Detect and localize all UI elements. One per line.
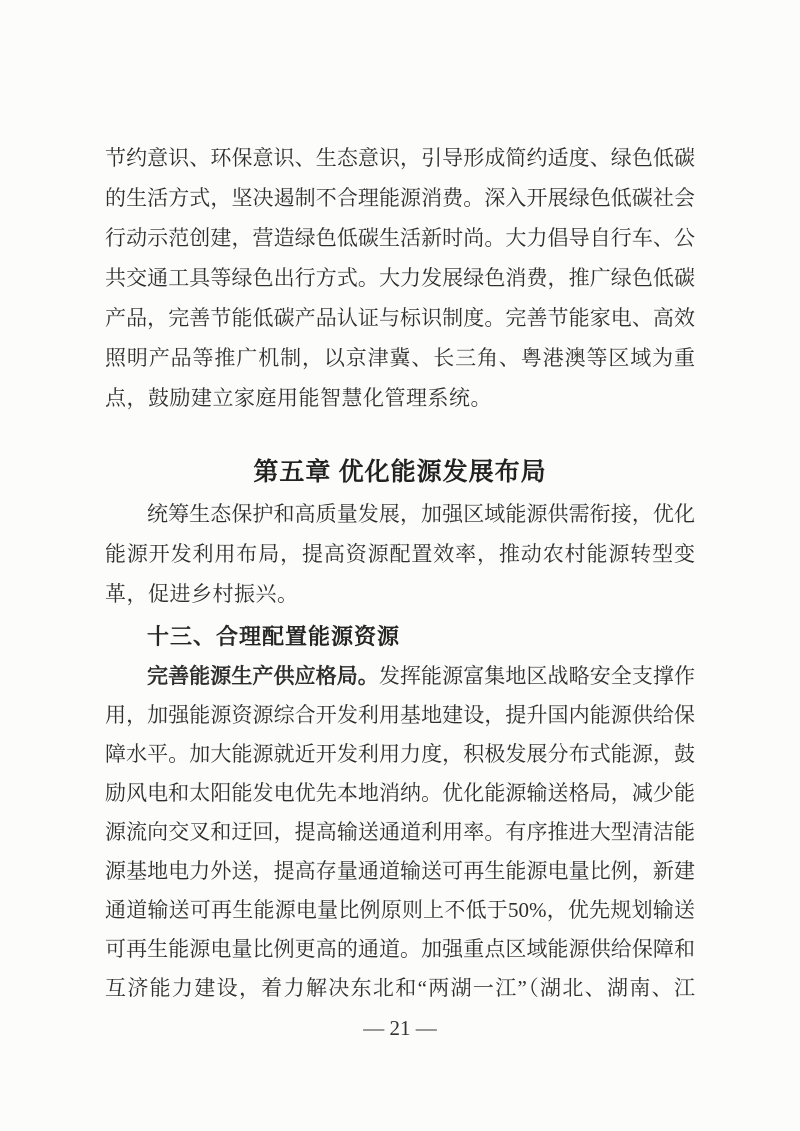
text-line: 节约意识、环保意识、生态意识，引导形成简约适度、绿色低碳 bbox=[105, 146, 695, 170]
text-line: 点，鼓励建立家庭用能智慧化管理系统。 bbox=[105, 386, 492, 410]
para-energy-supply-pattern bbox=[105, 657, 695, 1008]
text-line: 行动示范创建，营造绿色低碳生活新时尚。大力倡导自行车、公 bbox=[105, 226, 695, 250]
section-heading: 十三、合理配置能源资源 bbox=[147, 624, 401, 649]
bold-leadin: 完善能源生产供应格局。 bbox=[147, 664, 379, 688]
text-line: 励风电和太阳能发电优先本地消纳。优化能源输送格局，减少能 bbox=[105, 781, 695, 805]
text-line: 的生活方式，坚决遏制不合理能源消费。深入开展绿色低碳社会 bbox=[105, 186, 695, 210]
text-line: 用，加强能源资源综合开发利用基地建设，提升国内能源供给保 bbox=[105, 703, 695, 727]
text-line: 源流向交叉和迂回，提高输送通道利用率。有序推进大型清洁能 bbox=[105, 820, 695, 844]
chapter-heading: 第五章 优化能源发展布局 bbox=[253, 459, 547, 486]
text-line: 共交通工具等绿色出行方式。大力发展绿色消费，推广绿色低碳 bbox=[105, 266, 695, 290]
text-line: 照明产品等推广机制，以京津冀、长三角、粤港澳等区域为重 bbox=[105, 346, 695, 370]
text-line: 可再生能源电量比例更高的通道。加强重点区域能源供给保障和 bbox=[105, 937, 695, 961]
text-line bbox=[105, 657, 695, 696]
text-line: 通道输送可再生能源电量比例原则上不低于50%，优先规划输送 bbox=[105, 898, 695, 922]
text-line: 统筹生态保护和高质量发展，加强区域能源供需衔接，优化 bbox=[147, 502, 695, 526]
para-layout-overview bbox=[105, 494, 695, 614]
text-line: 产品，完善节能低碳产品认证与标识制度。完善节能家电、高效 bbox=[105, 306, 695, 330]
text-line: 革，促进乡村振兴。 bbox=[105, 582, 299, 606]
text-line: 障水平。加大能源就近开发利用力度，积极发展分布式能源，鼓 bbox=[105, 742, 695, 766]
page-number: — 21 — bbox=[363, 1016, 437, 1040]
document-flow bbox=[105, 0, 695, 1008]
para-green-lifestyle bbox=[105, 138, 695, 418]
text-line: 互济能力建设，着力解决东北和“两湖一江”（湖北、湖南、江 bbox=[105, 976, 695, 1000]
text-line: 能源开发利用布局，提高资源配置效率，推动农村能源转型变 bbox=[105, 542, 695, 566]
text-line: 源基地电力外送，提高存量通道输送可再生能源电量比例，新建 bbox=[105, 859, 695, 883]
line-text: 发挥能源富集地区战略安全支撑作 bbox=[378, 664, 696, 688]
